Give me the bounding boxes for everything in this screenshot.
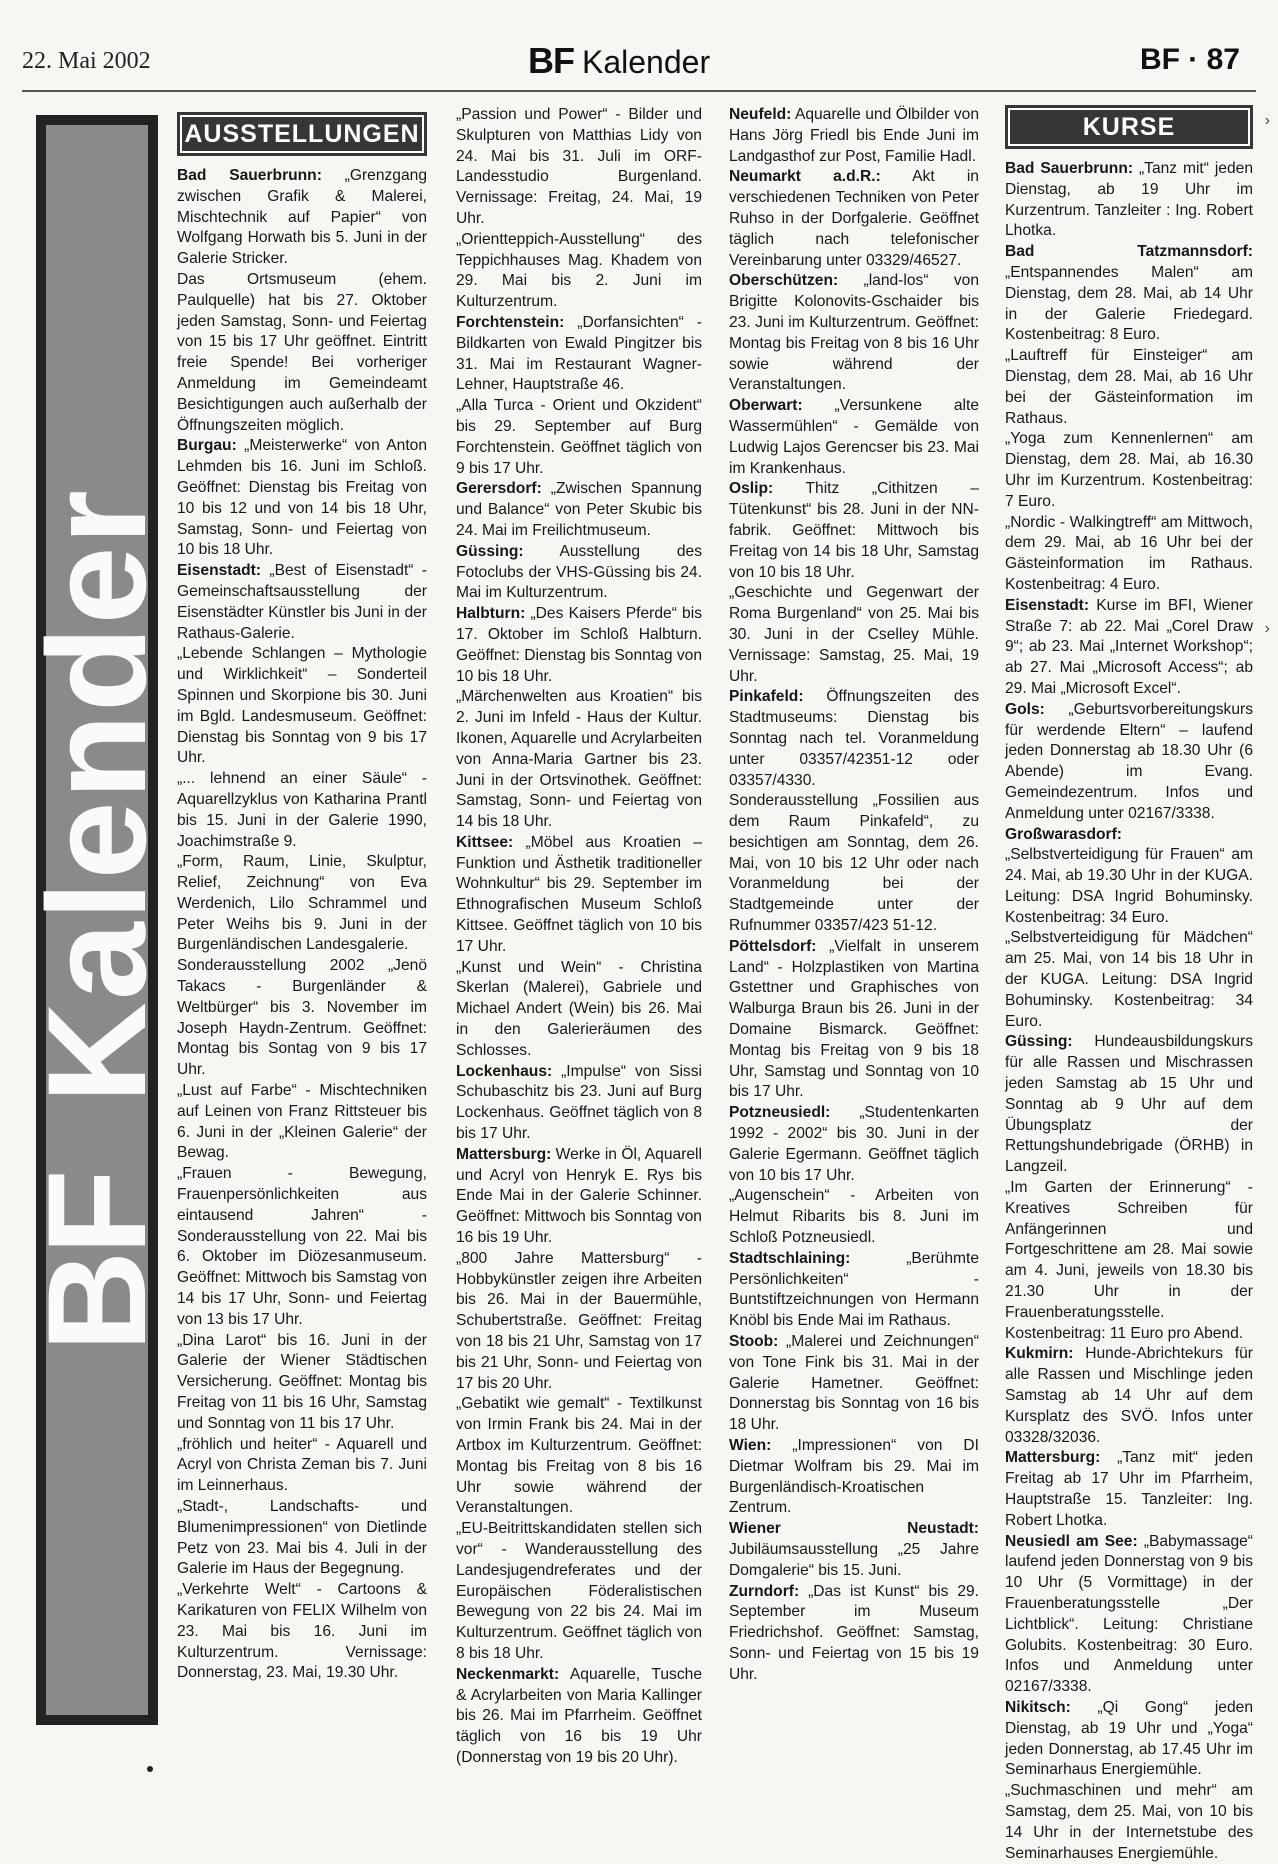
issue-date: 22. Mai 2002 <box>22 48 151 74</box>
entry-text: „Möbel aus Kroatien – Funktion und Ästhetik traditioneller Wohnkultur“ bis 29. September im Ethnografischen Museum Schloß Kittsee. Geöffnet täglich von 10 bis 17 Uhr. <box>456 833 702 955</box>
entry-text: „Form, Raum, Linie, Skulptur, Relief, Zeichnung“ von Eva Werdenich, Lilo Schrammel und Peter Weihs bis 9. Juni in der Burgenländischen Landesgalerie. <box>177 853 427 954</box>
calendar-entry <box>1005 513 1253 596</box>
calendar-entry <box>729 1582 979 1686</box>
calendar-entry <box>456 396 702 479</box>
calendar-entry <box>456 1145 702 1249</box>
entry-text: Hunde-Abrichtekurs für alle Rassen und Mischlinge jeden Samstag ab 14 Uhr auf dem Kursplatz des SVÖ. Infos unter 03328/32036. <box>1005 1345 1253 1446</box>
calendar-entry <box>177 1497 427 1580</box>
calendar-entry <box>456 230 702 313</box>
calendar-entry <box>729 105 979 167</box>
entry-text: „Best of Eisenstadt“ - Gemeinschaftsausstellung der Eisenstädter Künstler bis Juni in der Rathaus-Galerie. <box>177 562 427 642</box>
header-divider <box>22 90 1256 92</box>
calendar-entry <box>1005 596 1253 700</box>
entry-text: „Passion und Power“ - Bilder und Skulpturen von Matthias Lidy von 24. Mai bis 31. Juli im ORF-Landesstudio Burgenland. Vernissage: Freitag, 24. Mai, 19 Uhr. <box>456 106 702 227</box>
calendar-entry <box>1005 928 1253 1032</box>
entry-text: „Das ist Kunst“ bis 29. September im Museum Friedrichshof. Geöffnet: Samstag, Sonn- und Feiertag von 15 bis 19 Uhr. <box>729 1582 979 1683</box>
entry-text: Akt in verschiedenen Techniken von Peter Ruhso in der Dorfgalerie. Geöffnet täglich nach telefonischer Vereinbarung unter 03329/46527. <box>729 168 979 269</box>
calendar-entry <box>177 561 427 644</box>
column-exhibitions-3 <box>729 105 979 1686</box>
entry-place: Mattersburg: <box>1005 1449 1101 1467</box>
entry-text: „Nordic - Walkingtreff“ am Mittwoch, dem 29. Mai, ab 16 Uhr bei der Gästeinformation im Rathaus. Kostenbeitrag: 4 Euro. <box>1005 513 1253 593</box>
entry-text: „Selbstverteidigung für Mädchen“ am 25. Mai, von 14 bis 18 Uhr in der KUGA. Leitung: DSA Ingrid Bohuminsky. Kostenbeitrag: 34 Euro. <box>1005 929 1253 1030</box>
entry-text: „Im Garten der Erinnerung“ - Kreatives Schreiben für Anfängerinnen und Fortgeschrittene am 28. Mai sowie am 4. Juni, jeweils von 18.30 bis 21.30 Uhr in der Frauenberatungsstelle. Kostenbeitrag: 11 Euro pro Abend. <box>1005 1179 1253 1342</box>
entry-text: „fröhlich und heiter“ - Aquarell und Acryl von Christa Zeman bis 7. Juni im Leinnerhaus. <box>177 1435 427 1495</box>
brand-logo: BF <box>528 40 574 81</box>
print-dot <box>147 1766 153 1772</box>
entry-text: Aquarelle, Tusche & Acrylarbeiten von Maria Kallinger bis 26. Mai im Pfarrheim. Geöffnet täglich von 16 bis 19 Uhr (Donnerstag von 19 bis 20 Uhr). <box>456 1665 702 1766</box>
entry-place: Neusiedl am See: <box>1005 1532 1138 1550</box>
entry-place: Großwarasdorf: <box>1005 825 1122 843</box>
column-exhibitions-2 <box>456 105 702 1769</box>
entry-place: Kukmirn: <box>1005 1345 1074 1363</box>
calendar-entry <box>1005 825 1253 929</box>
column-exhibitions-1 <box>177 112 427 1684</box>
calendar-entry <box>729 583 979 687</box>
entry-text: „EU-Beitrittskandidaten stellen sich vor“ - Wanderausstellung des Landesjugendreferates und der Europäischen Föderalistischen Bewegung von 22 bis 24. Mai im Kulturzentrum. Geöffnet täglich von 8 bis 18 Uhr. <box>456 1520 702 1662</box>
entry-text: „Geschichte und Gegenwart der Roma Burgenland“ von 25. Mai bis 30. Juni in der Cselley Mühle. Vernissage: Samstag, 25. Mai, 19 Uhr. <box>729 584 979 685</box>
calendar-entry <box>177 644 427 769</box>
entry-text: „Impressionen“ von DI Dietmar Wolfram bis 29. Mai im Burgenländisch-Kroatischen Zentrum. <box>729 1437 979 1517</box>
calendar-entry <box>729 1186 979 1248</box>
entry-place: Wien: <box>729 1437 772 1454</box>
calendar-entry <box>729 167 979 271</box>
entry-place: Halbturn: <box>456 605 526 623</box>
side-banner-brand: BF <box>18 1173 175 1352</box>
calendar-entry <box>729 687 979 791</box>
heading-courses: KURSE <box>1005 105 1253 149</box>
entry-text: „Dina Larot“ bis 16. Juni in der Galerie der Wiener Städtischen Versicherung. Geöffnet: Montag bis Freitag von 11 bis 16 Uhr, Samstag und Sonntag von 11 bis 17 Uhr. <box>177 1331 427 1432</box>
calendar-entry <box>456 542 702 604</box>
entry-text: Werke in Öl, Aquarell und Acryl von Henryk E. Rys bis Ende Mai in der Galerie Schinner. Geöffnet: Mittwoch bis Sonntag von 16 bis 19 Uhr. <box>456 1145 702 1247</box>
calendar-entry <box>456 1062 702 1145</box>
entry-place: Kittsee: <box>456 833 514 851</box>
calendar-entry <box>1005 1178 1253 1344</box>
entry-text: „Lauftreff für Einsteiger“ am Dienstag, dem 28. Mai, ab 16 Uhr bei der Gästeinformation im Rathaus. <box>1005 347 1253 427</box>
entry-text: „Des Kaisers Pferde“ bis 17. Oktober im Schloß Halbturn. Geöffnet: Dienstag bis Sonntag von 10 bis 18 Uhr. <box>456 605 702 685</box>
entry-text: „800 Jahre Mattersburg“ - Hobbykünstler zeigen ihre Arbeiten bis 26. Mai in der Bauermühle, Schubertstraße. Geöffnet: Freitag von 18 bis 21 Uhr, Samstag von 17 bis 21 Uhr, Sonn- und Feiertag von 17 bis 20 Uhr. <box>456 1249 702 1392</box>
margin-mark: › <box>1264 112 1270 129</box>
calendar-entry <box>177 1435 427 1497</box>
calendar-entry <box>729 1103 979 1186</box>
calendar-entry <box>177 436 427 561</box>
entry-text: „Geburtsvorbereitungskurs für werdende Eltern“ – laufend jeden Donnerstag ab 18.30 Uhr (6 Abende) im Evang. Gemeindezentrum. Infos und Anmeldung unter 02167/3338. <box>1005 700 1253 822</box>
entry-text: „Kunst und Wein“ - Christina Skerlan (Malerei), Gabriele und Michael Andert (Wein) bis 26. Mai in den Galerieräumen des Schlosses. <box>456 958 702 1059</box>
entry-place: Eisenstadt: <box>1005 596 1090 614</box>
entry-place: Bad Tatzmannsdorf: <box>1005 243 1253 261</box>
entry-place: Oberwart: <box>729 397 803 415</box>
entry-text: Das Ortsmuseum (ehem. Paulquelle) hat bis 27. Oktober jeden Samstag, Sonn- und Feiertag von 15 bis 17 Uhr geöffnet. Eintritt freie Spende! Bei vorheriger Anmeldung im Gemeindeamt Besichtigungen auch außerhalb der Öffnungszeiten möglich. <box>177 270 427 434</box>
calendar-entry <box>1005 1448 1253 1531</box>
entry-text: „Grenzgang zwischen Grafik & Malerei, Mischtechnik auf Papier“ von Wolfgang Horwath bis 5. Juni in der Galerie Stricker. <box>177 167 427 268</box>
entry-text: Thitz „Cithitzen – Tütenkunst“ bis 28. Juni in der NN-fabrik. Geöffnet: Mittwoch bis Freitag von 14 bis 18 Uhr, Samstag von 10 bis 18 Uhr. <box>729 480 979 581</box>
entry-place: Oslip: <box>729 480 774 498</box>
entry-text: „Babymassage“ laufend jeden Donnerstag von 9 bis 10 Uhr (5 Vormittage) in der Frauenberatungsstelle „Der Lichtblick“. Leitung: Christiane Golubits. Kostenbeitrag: 30 Euro. Infos und Anmeldung unter 02167/3338. <box>1005 1532 1253 1696</box>
entry-text: „Yoga zum Kennenlernen“ am Dienstag, dem 28. Mai, ab 16.30 Uhr im Kurzentrum. Kostenbeitrag: 7 Euro. <box>1005 430 1253 510</box>
calendar-entry <box>456 687 702 833</box>
calendar-entry <box>177 270 427 436</box>
calendar-entry <box>729 1332 979 1436</box>
entry-text: Öffnungszeiten des Stadtmuseums: Dienstag bis Sonntag nach tel. Voranmeldung unter 03357/42351-12 oder 03357/4330. <box>729 688 979 789</box>
calendar-entry <box>456 313 702 396</box>
calendar-entry <box>456 1519 702 1665</box>
entry-text: „Tanz mit“ jeden Freitag ab 17 Uhr im Pfarrheim, Hauptstraße 15. Tanzleiter: Ing. Robert Lhotka. <box>1005 1449 1253 1529</box>
calendar-entry <box>729 1519 979 1581</box>
entry-text: „Studentenkarten 1992 - 2002“ bis 30. Juni in der Galerie Egermann. Geöffnet täglich von 10 bis 17 Uhr. <box>729 1104 979 1184</box>
side-banner-text <box>18 488 175 1352</box>
entry-text: „Lebende Schlangen – Mythologie und Wirklichkeit“ – Sonderteil Spinnen und Skorpione bis 30. Juni im Bgld. Landesmuseum. Geöffnet: Dienstag bis Sonntag von 9 bis 17 Uhr. <box>177 645 427 767</box>
entry-place: Oberschützen: <box>729 272 839 290</box>
entry-text: „Dorfansichten“ - Bildkarten von Ewald Pingitzer bis 31. Mai im Restaurant Wagner-Lehner, Hauptstraße 46. <box>456 313 702 394</box>
calendar-entry <box>1005 1532 1253 1698</box>
entry-place: Zurndorf: <box>729 1582 800 1600</box>
entry-text: „... lehnend an einer Säule“ - Aquarellzyklus von Katharina Prantl bis 15. Juni in der Galerie 1990, Joachimstraße 9. <box>177 770 427 850</box>
entry-text: Kurse im BFI, Wiener Straße 7: ab 22. Mai „Corel Draw 9“; ab 23. Mai „Internet Workshop“; ab 27. Mai „Microsoft Access“; ab 29. Mai „Microsoft Excel“. <box>1005 596 1253 697</box>
side-banner <box>18 115 175 1725</box>
entry-text: „Gebatikt wie gemalt“ - Textilkunst von Irmin Frank bis 24. Mai in der Artbox im Kulturzentrum. Geöffnet: Montag bis Freitag von 8 bis 16 Uhr sowie während der Veranstaltungen. <box>456 1395 702 1517</box>
entry-text: „Qi Gong“ jeden Dienstag, ab 19 Uhr und „Yoga“ jeden Donnerstag, ab 17.45 Uhr im Seminarhaus Energiemühle. <box>1005 1698 1253 1779</box>
entry-list <box>1005 159 1253 1864</box>
calendar-entry <box>177 769 427 852</box>
entry-text: Ausstellung des Fotoclubs der VHS-Güssing bis 24. Mai im Kulturzentrum. <box>456 542 702 602</box>
calendar-entry <box>456 833 702 958</box>
calendar-entry <box>177 1331 427 1435</box>
entry-place: Lockenhaus: <box>456 1062 553 1080</box>
calendar-entry <box>1005 242 1253 346</box>
entry-place: Gols: <box>1005 700 1045 718</box>
column-courses <box>1005 105 1253 1864</box>
entry-text: „Alla Turca - Orient und Okzident“ bis 29. September auf Burg Forchtenstein. Geöffnet täglich von 9 bis 17 Uhr. <box>456 397 702 477</box>
side-banner-inner <box>18 125 175 1715</box>
calendar-entry <box>729 1436 979 1519</box>
calendar-entry <box>456 604 702 687</box>
entry-text: Sonderausstellung „Fossilien aus dem Raum Pinkafeld“, zu besichtigen am Sonntag, dem 26. Mai, von 10 bis 12 Uhr oder nach Voranmeldung bei der Stadtgemeinde unter der Rufnummer 03357/423 51-12. <box>729 792 979 935</box>
entry-place: Pöttelsdorf: <box>729 937 817 955</box>
calendar-entry <box>177 166 427 270</box>
margin-mark: › <box>1264 620 1270 637</box>
entry-text: „Vielfalt in unserem Land“ - Holzplastiken von Martina Gstettner und Graphisches von Walburga Braun bis 26. Juni in der Domaine Bismarck. Geöffnet: Montag bis Freitag von 9 bis 18 Uhr, Samstag und Sonntag von 10 bis 17 Uhr. <box>729 937 979 1101</box>
entry-text: „Selbstverteidigung für Frauen“ am 24. Mai, ab 19.30 Uhr in der KUGA. Leitung: DSA Ingrid Bohuminsky. Kostenbeitrag: 34 Euro. <box>1005 846 1253 926</box>
calendar-entry <box>1005 429 1253 512</box>
entry-place: Güssing: <box>1005 1033 1073 1051</box>
entry-place: Neckenmarkt: <box>456 1665 560 1683</box>
page-header <box>0 0 1278 96</box>
entry-text: Hundeausbildungskurs für alle Rassen und Mischrassen jeden Samstag ab 15 Uhr und Sonntag ab 9 Uhr auf dem Übungsplatz der Rettungshundebrigade (ÖRHB) in Langzeil. <box>1005 1033 1253 1176</box>
entry-text: „Orientteppich-Ausstellung“ des Teppichhauses Mag. Khadem von 29. Mai bis 2. Juni im Kulturzentrum. <box>456 230 702 311</box>
entry-text: „Stadt-, Landschafts- und Blumenimpressionen“ von Dietlinde Petz von 23. Mai bis 4. Juli in der Galerie im Haus der Begegnung. <box>177 1498 427 1578</box>
entry-place: Forchtenstein: <box>456 313 565 331</box>
entry-text: Aquarelle und Ölbilder von Hans Jörg Friedl bis Ende Juni im Landgasthof zur Post, Familie Hadl. <box>729 106 979 165</box>
calendar-entry <box>456 105 702 230</box>
entry-place: Pinkafeld: <box>729 688 804 706</box>
calendar-entry <box>456 479 702 541</box>
entry-text: „Versunkene alte Wassermühlen“ - Gemälde von Ludwig Lajos Gerencser bis 23. Mai im Krankenhaus. <box>729 397 979 477</box>
entry-text: „Berühmte Persönlichkeiten“ - Buntstiftzeichnungen von Hermann Knöbl bis Ende Mai im Rathaus. <box>729 1249 979 1330</box>
entry-text: „Impulse“ von Sissi Schubaschitz bis 23. Juni auf Burg Lockenhaus. Geöffnet täglich von 8 bis 17 Uhr. <box>456 1062 702 1143</box>
entry-text: „Augenschein“ - Arbeiten von Helmut Ribarits bis 8. Juni im Schloß Potzneusiedl. <box>729 1187 979 1247</box>
calendar-entry <box>1005 700 1253 825</box>
calendar-entry <box>729 396 979 479</box>
calendar-entry <box>456 1394 702 1519</box>
calendar-entry <box>1005 1032 1253 1178</box>
calendar-entry <box>177 852 427 956</box>
entry-place: Gerersdorf: <box>456 480 542 498</box>
section-title <box>528 40 710 82</box>
calendar-entry <box>1005 1344 1253 1448</box>
entry-place: Mattersburg: <box>456 1145 552 1163</box>
entry-text: „Suchmaschinen und mehr“ am Samstag, dem 25. Mai, von 10 bis 14 Uhr in der Internetstube des Seminarhauses Energiemühle. <box>1005 1782 1253 1862</box>
calendar-entry <box>456 958 702 1062</box>
calendar-entry <box>177 1580 427 1684</box>
heading-exhibitions: AUSSTELLUNGEN <box>177 112 427 156</box>
side-banner-word: Kalender <box>18 488 175 1104</box>
entry-text: „Märchenwelten aus Kroatien“ bis 2. Juni im Infeld - Haus der Kultur. Ikonen, Aquarelle und Acrylarbeiten von Anna-Maria Gartner bis 23. Juni in der Ortsvinothek. Geöffnet: Samstag, Sonn- und Feiertag von 14 bis 18 Uhr. <box>456 688 702 831</box>
entry-place: Stoob: <box>729 1333 779 1351</box>
entry-text: Jubiläumsausstellung „25 Jahre Domgalerie“ bis 15. Juni. <box>729 1540 979 1579</box>
calendar-entry <box>177 956 427 1081</box>
calendar-entry <box>1005 1698 1253 1781</box>
calendar-entry <box>729 1249 979 1332</box>
entry-text: „Entspannendes Malen“ am Dienstag, dem 28. Mai, ab 14 Uhr in der Galerie Friedegard. Kostenbeitrag: 8 Euro. <box>1005 263 1253 344</box>
entry-text: „Meisterwerke“ von Anton Lehmden bis 16. Juni im Schloß. Geöffnet: Dienstag bis Freitag von 10 bis 12 und von 14 bis 18 Uhr, Samstag, Sonn- und Feiertag von 10 bis 18 Uhr. <box>177 437 427 559</box>
entry-place: Potzneusiedl: <box>729 1104 831 1122</box>
calendar-entry <box>456 1665 702 1769</box>
entry-list <box>456 105 702 1769</box>
entry-text: „Frauen - Bewegung, Frauenpersönlichkeiten aus eintausend Jahren“ - Sonderausstellung von 22. Mai bis 6. Oktober im Diözesanmuseum. Geöffnet: Mittwoch bis Samstag von 14 bis 17 Uhr, Sonn- und Feiertag von 13 bis 17 Uhr. <box>177 1165 427 1328</box>
calendar-entry <box>177 1081 427 1164</box>
calendar-entry <box>456 1249 702 1395</box>
entry-place: Neumarkt a.d.R.: <box>729 168 881 186</box>
entry-place: Nikitsch: <box>1005 1698 1071 1716</box>
section-name: Kalender <box>582 44 711 80</box>
entry-text: Sonderausstellung 2002 „Jenö Takacs - Burgenländer & Weltbürger“ bis 3. November im Joseph Haydn-Zentrum. Geöffnet: Montag bis Sontag von 9 bis 17 Uhr. <box>177 957 427 1079</box>
calendar-entry <box>1005 346 1253 429</box>
entry-list <box>729 105 979 1686</box>
calendar-entry <box>729 271 979 396</box>
entry-place: Bad Sauerbrunn: <box>177 167 322 184</box>
entry-text: „Tanz mit“ jeden Dienstag, ab 19 Uhr im Kurzentrum. Tanzleiter : Ing. Robert Lhotka. <box>1005 160 1254 240</box>
entry-list <box>177 166 427 1684</box>
calendar-entry <box>729 791 979 937</box>
entry-place: Eisenstadt: <box>177 562 262 580</box>
calendar-entry <box>729 937 979 1103</box>
entry-text: „Lust auf Farbe“ - Mischtechniken auf Leinen von Franz Rittsteuer bis 6. Juni in der „Kleinen Galerie“ der Bewag. <box>177 1082 427 1162</box>
entry-text: „Malerei und Zeichnungen“ von Tone Fink bis 31. Mai in der Galerie Hametner. Geöffnet: Donnerstag bis Sonntag von 16 bis 18 Uhr. <box>729 1333 979 1434</box>
entry-place: Neufeld: <box>729 106 792 123</box>
entry-text: „Zwischen Spannung und Balance“ von Peter Skubic bis 24. Mai im Freilichtmuseum. <box>456 480 702 539</box>
entry-text: „Verkehrte Welt“ - Cartoons & Karikaturen von FELIX Wilhelm von 23. Mai bis 16. Juni im Kulturzentrum. Vernissage: Donnerstag, 23. Mai, 19.30 Uhr. <box>177 1581 427 1682</box>
entry-text: „land-los“ von Brigitte Kolonovits-Gschaider bis 23. Juni im Kulturzentrum. Geöffnet: Montag bis Freitag von 8 bis 16 Uhr sowie während der Veranstaltungen. <box>729 272 979 394</box>
page-number: BF · 87 <box>1139 43 1240 76</box>
calendar-entry <box>177 1164 427 1330</box>
calendar-entry <box>1005 1781 1253 1864</box>
calendar-entry <box>729 479 979 583</box>
entry-place: Wiener Neustadt: <box>729 1520 979 1538</box>
entry-place: Güssing: <box>456 542 524 560</box>
calendar-entry <box>1005 159 1253 242</box>
entry-place: Stadtschlaining: <box>729 1249 851 1267</box>
entry-place: Burgau: <box>177 437 237 455</box>
entry-place: Bad Sauerbrunn: <box>1005 160 1134 177</box>
